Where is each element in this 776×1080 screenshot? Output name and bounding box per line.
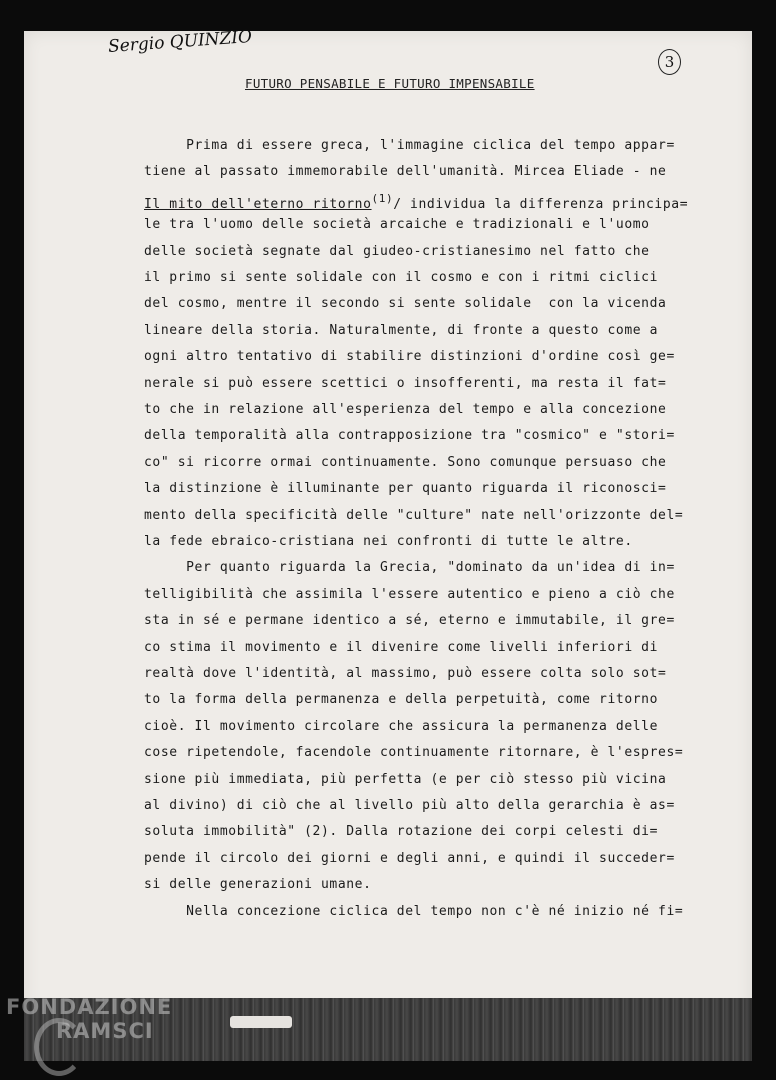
text-line: cose ripetendole, facendole continuamente ritornare, è l'espres= [144, 745, 684, 761]
page-number: 3 [658, 49, 681, 75]
text-line: delle società segnate dal giudeo-cristianesimo nel fatto che [144, 243, 650, 259]
text-line: Nella concezione ciclica del tempo non c'è né inizio né fi= [144, 903, 684, 919]
text-line: to che in relazione all'esperienza del tempo e alla concezione [144, 402, 667, 417]
text-line: co stima il movimento e il divenire come livelli inferiori di [144, 639, 659, 655]
text-line: pende il circolo dei giorni e degli anni, e quindi il succeder= [144, 850, 675, 866]
text-line: si delle generazioni umane. [144, 877, 372, 893]
text-line: al divino) di ciò che al livello più alto della gerarchia è as= [144, 798, 675, 813]
watermark [6, 995, 172, 1043]
text-line: cioè. Il movimento circolare che assicura la permanenza delle [144, 718, 659, 734]
watermark-logo [34, 1018, 84, 1076]
text-line: realtà dove l'identità, al massimo, può essere colta solo sot= [144, 666, 667, 681]
text-line: della temporalità alla contrapposizione tra "cosmico" e "stori= [144, 428, 675, 444]
text-line: lineare della storia. Naturalmente, di fronte a questo come a [144, 322, 659, 338]
text-line: nerale si può essere scettici o insofferenti, ma resta il fat= [144, 375, 667, 391]
text-line: ogni altro tentativo di stabilire distinzioni d'ordine così ge= [144, 349, 675, 365]
text-line: il primo si sente solidale con il cosmo e con i ritmi ciclici [144, 270, 659, 285]
fold-highlight [230, 1016, 292, 1028]
text-line: soluta immobilità" (2). Dalla rotazione dei corpi celesti di= [144, 824, 659, 840]
watermark-line-1: FONDAZIONE [6, 995, 173, 1019]
text-line: del cosmo, mentre il secondo si sente solidale con la vicenda [144, 296, 667, 312]
text-line: telligibilità che assimila l'essere autentico e pieno a ciò che [144, 586, 675, 602]
handwritten-author: Sergio QUINZIO [107, 26, 253, 58]
document-title: FUTURO PENSABILE E FUTURO IMPENSABILE [245, 76, 535, 91]
watermark-line-2: RAMSCI [56, 1019, 154, 1043]
text-line: Prima di essere greca, l'immagine ciclica del tempo appar= [144, 138, 675, 153]
text-line: to la forma della permanenza e della perpetuità, come ritorno [144, 692, 659, 708]
line-rest: / individua la differenza principa= [393, 196, 689, 212]
text-line: tiene al passato immemorabile dell'umanità. Mircea Eliade - ne [144, 164, 667, 180]
text-line: sione più immediata, più perfetta (e per ciò stesso più vicina [144, 771, 667, 787]
text-line: co" si ricorre ormai continuamente. Sono comunque persuaso che [144, 454, 667, 470]
text-line: le tra l'uomo delle società arcaiche e tradizionali e l'uomo [144, 217, 650, 233]
text-line-book-title [144, 191, 688, 213]
text-line: sta in sé e permane identico a sé, eterno e immutabile, il gre= [144, 613, 675, 629]
book-title: Il mito dell'eterno ritorno [144, 196, 372, 212]
text-line: la distinzione è illuminante per quanto riguarda il riconosci= [144, 481, 667, 497]
text-line: la fede ebraico-cristiana nei confronti di tutte le altre. [144, 534, 633, 549]
footnote-ref: (1) [371, 191, 394, 205]
text-line: mento della specificità delle "culture" nate nell'orizzonte del= [144, 507, 684, 523]
text-line: Per quanto riguarda la Grecia, "dominato da un'idea di in= [144, 560, 675, 576]
